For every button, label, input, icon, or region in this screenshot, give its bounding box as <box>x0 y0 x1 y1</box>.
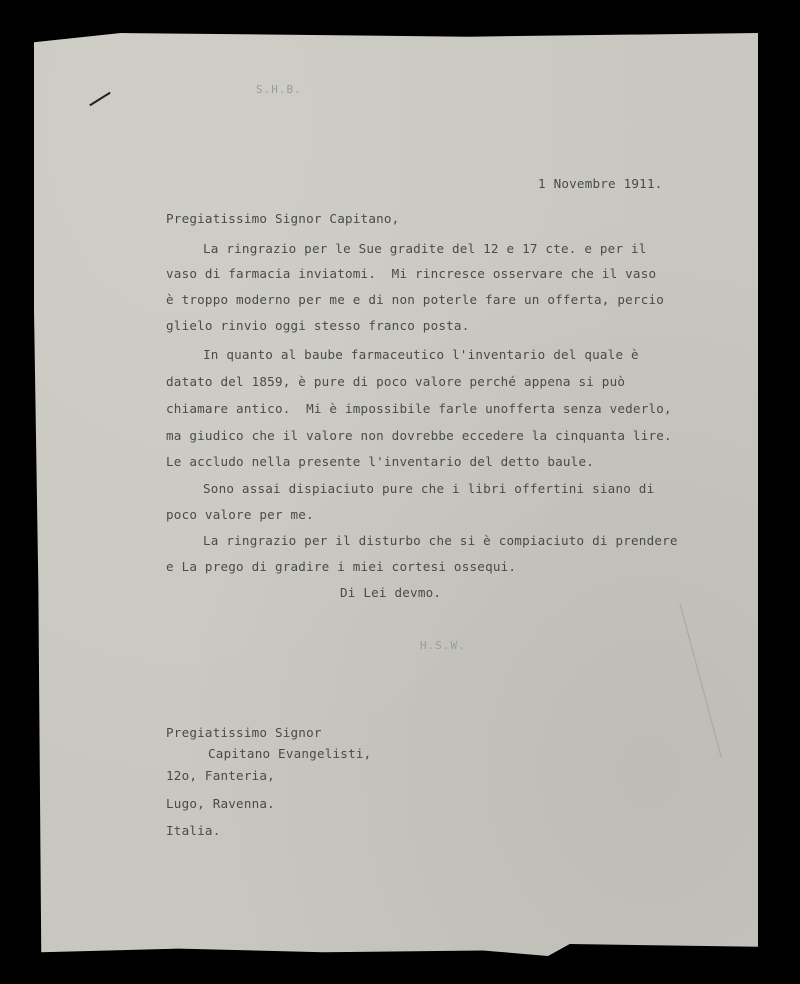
body-line: La ringrazio per le Sue gradite del 12 e 17 cte. e per il <box>203 241 647 256</box>
body-line: In quanto al baube farmaceutico l'inventario del quale è <box>203 347 639 362</box>
body-line: chiamare antico. Mi è impossibile farle unofferta senza vederlo, <box>166 401 672 416</box>
address-line: 12o, Fanteria, <box>166 768 275 783</box>
body-line: glielo rinvio oggi stesso franco posta. <box>166 318 470 333</box>
header-initials: S.H.B. <box>256 83 302 96</box>
signature-initials: H.S.W. <box>420 639 466 652</box>
address-line: Lugo, Ravenna. <box>166 796 275 811</box>
body-line: ma giudico che il valore non dovrebbe eccedere la cinquanta lire. <box>166 428 672 443</box>
body-line: vaso di farmacia inviatomi. Mi rincresce osservare che il vaso <box>166 266 657 281</box>
body-line: e La prego di gradire i miei cortesi ossequi. <box>166 559 517 574</box>
body-line: La ringrazio per il disturbo che si è compiaciuto di prendere <box>203 533 678 548</box>
body-line: Sono assai dispiaciuto pure che i libri offertini siano di <box>203 481 655 496</box>
body-line: datato del 1859, è pure di poco valore perché appena si può <box>166 374 626 389</box>
address-line: Capitano Evangelisti, <box>208 746 372 761</box>
address-line: Italia. <box>166 823 221 838</box>
body-line: poco valore per me. <box>166 507 314 522</box>
closing: Di Lei devmo. <box>340 585 442 600</box>
body-line: Le accludo nella presente l'inventario del detto baule. <box>166 454 595 469</box>
letter-date: 1 Novembre 1911. <box>538 176 663 191</box>
body-line: è troppo moderno per me e di non poterle fare un offerta, percio <box>166 292 665 307</box>
address-line: Pregiatissimo Signor <box>166 725 322 740</box>
salutation: Pregiatissimo Signor Capitano, <box>166 211 400 226</box>
